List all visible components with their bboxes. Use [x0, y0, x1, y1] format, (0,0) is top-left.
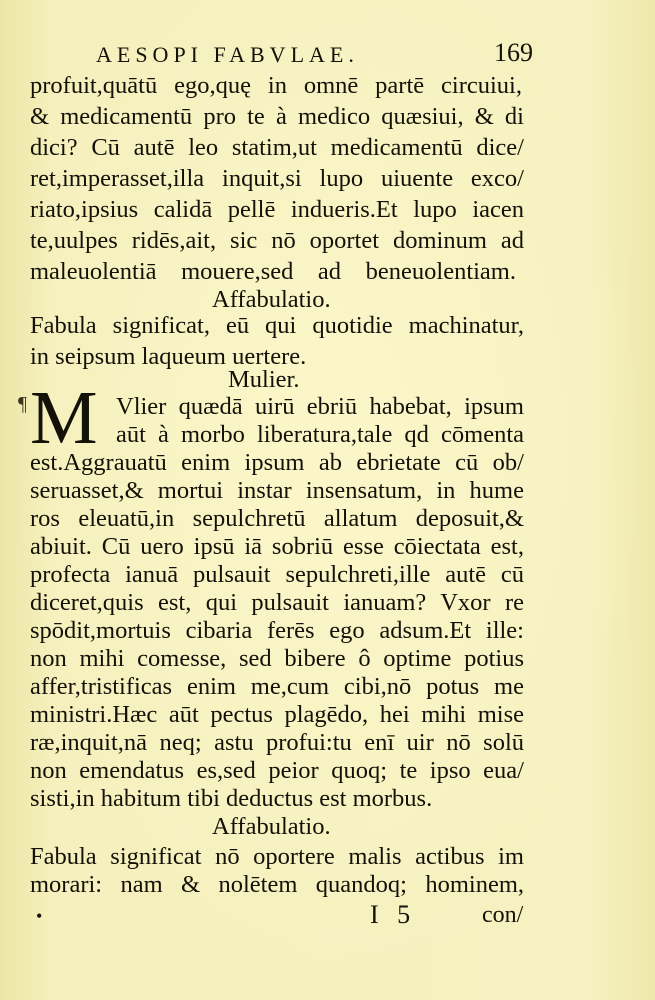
- drop-capital: M: [30, 376, 98, 460]
- text-line: non mihi comesse, sed bibere ô optime potius: [30, 645, 524, 672]
- text-line: sisti,in habitum tibi deductus est morbus.: [30, 785, 433, 812]
- moral-line: Fabula significat, eū qui quotidie machinatur,: [30, 312, 524, 339]
- affabulatio-heading: Affabulatio.: [212, 813, 331, 840]
- text-line: aūt à morbo liberatura,tale qd cōmenta: [116, 421, 524, 448]
- text-line: & medicamentū pro te à medico quæsiui, & di: [30, 103, 524, 130]
- text-line: ræ,inquit,nā neq; astu profui:tu enī uir nō solū: [30, 729, 524, 756]
- page-number: 169: [494, 38, 533, 67]
- text-line: seruasset,& mortui instar insensatum, in hume: [30, 477, 524, 504]
- text-line: affer,tristificas enim me,cum cibi,nō potus me: [30, 673, 524, 700]
- catchword: con/: [482, 902, 524, 928]
- fable-title: Mulier.: [228, 366, 300, 393]
- text-line: non emendatus es,sed peior quoq; te ipso eua/: [30, 757, 524, 784]
- paragraph-mark: ¶: [18, 393, 28, 415]
- moral-line: morari: nam & nolētem quandoq; hominem,: [30, 871, 524, 898]
- text-line: diceret,quis est, qui pulsauit ianuam? Vxor re: [30, 589, 524, 616]
- moral-line: in seipsum laqueum uertere.: [30, 343, 307, 370]
- text-line: ros eleuatū,in sepulchretū allatum deposuit,&: [30, 505, 524, 532]
- text-line: maleuolentiā mouere,sed ad beneuolentiam.: [30, 258, 516, 285]
- text-line: dici? Cū autē leo statim,ut medicamentū dice/: [30, 134, 524, 161]
- text-line: Vlier quædā uirū ebriū habebat, ipsum: [116, 393, 524, 420]
- text-line: profecta ianuā pulsauit sepulchreti,ille autē cū: [30, 561, 524, 588]
- text-line: abiuit. Cū uero ipsū iā sobriū esse cōiectata est,: [30, 533, 524, 560]
- moral-line: Fabula significat nō oportere malis actibus im: [30, 843, 524, 870]
- running-title: AESOPI FABVLAE.: [96, 42, 359, 67]
- text-line: ret,imperasset,illa inquit,si lupo uiuente exco/: [30, 165, 524, 192]
- text-line: est.Aggrauatū enim ipsum ab ebrietate cū ob/: [30, 449, 524, 476]
- footer-mark: •: [36, 906, 43, 926]
- affabulatio-heading: Affabulatio.: [212, 286, 331, 313]
- signature-mark: I 5: [370, 900, 417, 929]
- text-line: ministri.Hæc aūt pectus plagēdo, hei mihi mise: [30, 701, 524, 728]
- text-line: riato,ipsius calidā pellē indueris.Et lupo iacen: [30, 196, 524, 223]
- text-line: te,uulpes ridēs,ait, sic nō oportet dominum ad: [30, 227, 524, 254]
- text-line: spōdit,mortuis cibaria ferēs ego adsum.Et ille:: [30, 617, 524, 644]
- text-line: profuit,quātū ego,quę in omnē partē circuiui,: [30, 72, 522, 99]
